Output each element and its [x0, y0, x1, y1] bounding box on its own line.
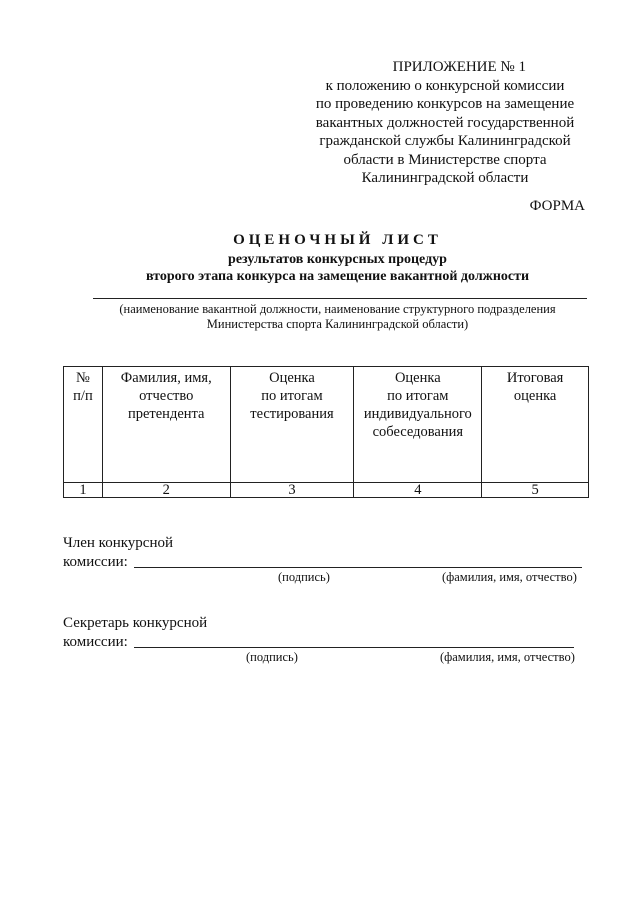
vacancy-caption	[60, 302, 615, 332]
header-interview-score: Оценка по итогам индивидуального собеседования	[354, 367, 482, 483]
member-signature-caption: (подпись)	[278, 570, 330, 584]
subtitle-line: второго этапа конкурса на замещение вакантной должности	[145, 269, 530, 284]
header-full-name: Фамилия, имя, отчество претендента	[102, 367, 230, 483]
secretary-name-caption: (фамилия, имя, отчество)	[440, 650, 575, 664]
column-number: 4	[354, 483, 482, 498]
appendix-line: к положению о конкурсной комиссии	[325, 77, 565, 94]
vacancy-caption-line: (наименование вакантной должности, наименование структурного подразделения	[119, 302, 556, 316]
appendix-block	[300, 58, 590, 188]
form-label: ФОРМА	[529, 198, 585, 214]
subtitle-line: результатов конкурсных процедур	[228, 252, 447, 267]
score-table	[63, 366, 589, 498]
appendix-line: вакантных должностей государственной	[315, 114, 575, 131]
column-number: 3	[230, 483, 354, 498]
table-header-row	[64, 367, 589, 483]
column-number: 2	[102, 483, 230, 498]
secretary-label-line1: Секретарь конкурсной	[63, 615, 208, 631]
table-row	[64, 483, 589, 498]
member-label-line1: Член конкурсной	[63, 535, 174, 551]
secretary-signature-line	[134, 647, 574, 648]
appendix-line: по проведению конкурсов на замещение	[315, 96, 575, 112]
header-test-score: Оценка по итогам тестирования	[230, 367, 354, 483]
header-final-score: Итоговая оценка	[482, 367, 589, 483]
secretary-label-line2: комиссии:	[63, 634, 128, 650]
document-title: ОЦЕНОЧНЫЙ ЛИСТ	[233, 232, 442, 248]
vacancy-fill-line	[93, 298, 587, 299]
header-number: № п/п	[64, 367, 103, 483]
secretary-signature-caption: (подпись)	[246, 650, 298, 664]
column-number: 5	[482, 483, 589, 498]
column-number: 1	[64, 483, 103, 498]
appendix-line: области в Министерстве спорта	[343, 151, 547, 168]
document-subtitle	[60, 251, 615, 285]
appendix-heading: ПРИЛОЖЕНИЕ № 1	[392, 59, 526, 75]
appendix-line: гражданской службы Калининградской	[319, 133, 571, 149]
member-signature-line	[134, 567, 582, 568]
appendix-line: Калининградской области	[361, 170, 529, 186]
member-label-line2: комиссии:	[63, 554, 128, 570]
member-name-caption: (фамилия, имя, отчество)	[442, 570, 577, 584]
vacancy-caption-line: Министерства спорта Калининградской области)	[206, 317, 469, 331]
